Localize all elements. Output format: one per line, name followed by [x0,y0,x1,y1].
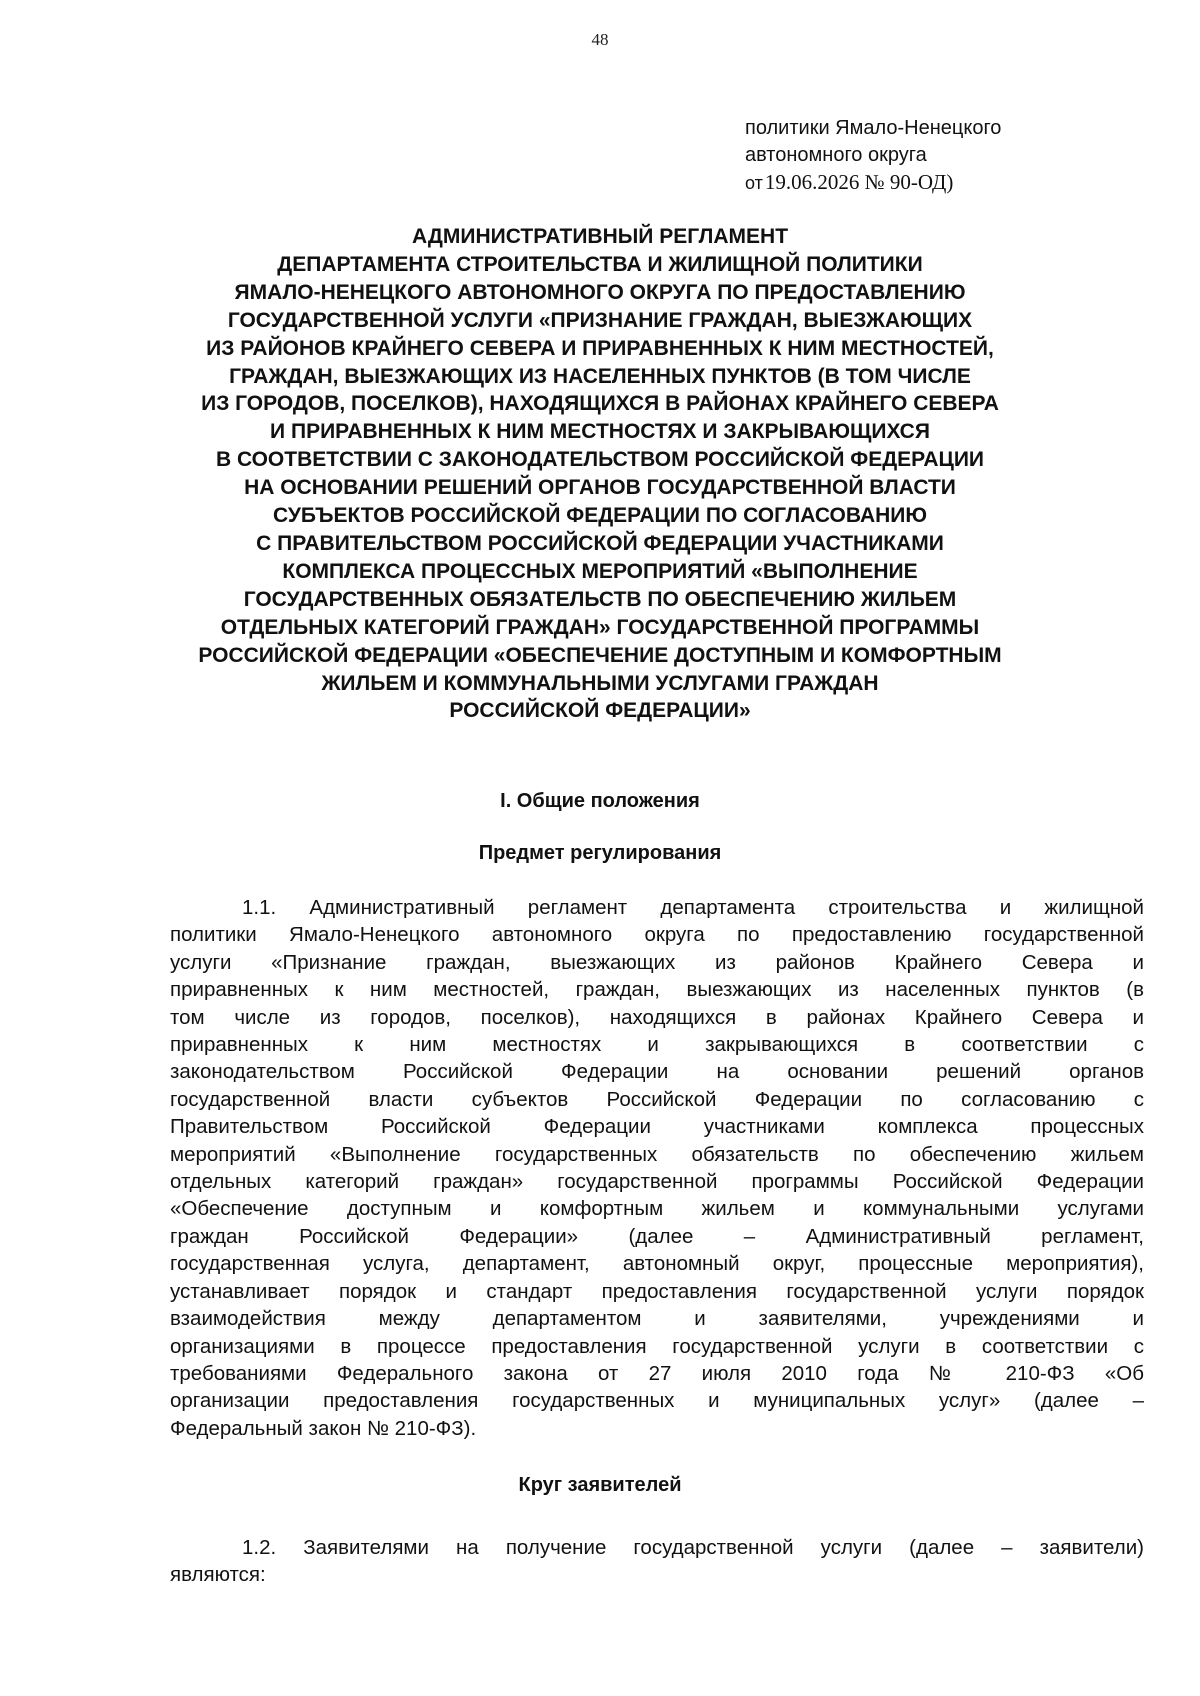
subheading-subject: Предмет регулирования [478,842,722,864]
paragraph-line: законодательством Российской Федерации на основании решений органов [170,1060,1144,1084]
title-line: В СООТВЕТСТВИИ С ЗАКОНОДАТЕЛЬСТВОМ РОССИЙСКОЙ ФЕДЕРАЦИИ [215,448,985,472]
page-number: 48 [591,30,609,49]
approval-date-prefix: от [745,173,763,193]
paragraph-line: Правительством Российской Федерации участниками комплекса процессных [170,1115,1144,1139]
title-line: ИЗ РАЙОНОВ КРАЙНЕГО СЕВЕРА И ПРИРАВНЕННЫХ К НИМ МЕСТНОСТЕЙ, [206,336,994,360]
paragraph-line: требованиями Федерального закона от 27 июля 2010 года № 210-ФЗ «Об [170,1361,1144,1385]
paragraph-line: том числе из городов, поселков), находящихся в районах Крайнего Севера и [170,1005,1144,1029]
paragraph-line: «Обеспечение доступным и комфортным жильем и коммунальными услугами [170,1197,1144,1221]
paragraph-line: Федеральный закон № 210-ФЗ). [170,1416,477,1440]
title-line: РОССИЙСКОЙ ФЕДЕРАЦИИ» [449,699,751,723]
paragraph-line: услуги «Признание граждан, выезжающих из районов Крайнего Севера и [170,950,1144,974]
paragraph-line: являются: [170,1563,266,1587]
title-line: ЖИЛЬЕМ И КОММУНАЛЬНЫМИ УСЛУГАМИ ГРАЖДАН [321,671,879,695]
paragraph-1-2 [170,1534,1144,1589]
title-line: НА ОСНОВАНИИ РЕШЕНИЙ ОРГАНОВ ГОСУДАРСТВЕННОЙ ВЛАСТИ [244,476,956,500]
paragraph-1-1 [170,894,1144,1442]
title-line: ИЗ ГОРОДОВ, ПОСЕЛКОВ), НАХОДЯЩИХСЯ В РАЙОНАХ КРАЙНЕГО СЕВЕРА [201,392,999,416]
title-line: ЯМАЛО-НЕНЕЦКОГО АВТОНОМНОГО ОКРУГА ПО ПРЕДОСТАВЛЕНИЮ [234,280,966,304]
paragraph-line: государственной власти субъектов Российской Федерации по согласованию с [170,1087,1144,1111]
section-heading: I. Общие положения [500,790,700,812]
paragraph-line: 1.1. Административный регламент департамента строительства и жилищной [242,896,1144,919]
approval-date-number: 19.06.2026 № 90-ОД) [764,170,954,194]
approval-line-2: автономного округа [745,144,927,166]
title-line: ГОСУДАРСТВЕННЫХ ОБЯЗАТЕЛЬСТВ ПО ОБЕСПЕЧЕНИЮ ЖИЛЬЕМ [243,587,957,611]
paragraph-line: политики Ямало-Ненецкого автономного округа по предоставлению государственной [170,923,1144,947]
title-line: С ПРАВИТЕЛЬСТВОМ РОССИЙСКОЙ ФЕДЕРАЦИИ УЧАСТНИКАМИ [256,531,944,555]
document-title [150,223,1050,725]
paragraph-line: организациями в процессе предоставления государственной услуги в соответствии с [170,1334,1144,1358]
title-line: АДМИНИСТРАТИВНЫЙ РЕГЛАМЕНТ [411,225,789,248]
title-line: И ПРИРАВНЕННЫХ К НИМ МЕСТНОСТЯХ И ЗАКРЫВАЮЩИХСЯ [270,420,930,444]
paragraph-line: отдельных категорий граждан» государственной программы Российской Федерации [170,1170,1144,1194]
paragraph-line: мероприятий «Выполнение государственных обязательств по обеспечению жильем [170,1142,1144,1166]
paragraph-line: государственная услуга, департамент, автономный округ, процессные мероприятия), [170,1252,1144,1276]
title-line: РОССИЙСКОЙ ФЕДЕРАЦИИ «ОБЕСПЕЧЕНИЕ ДОСТУПНЫМ И КОМФОРТНЫМ [198,643,1002,667]
paragraph-line: 1.2. Заявителями на получение государственной услуги (далее – заявители) [242,1536,1144,1559]
subheading-applicants: Круг заявителей [518,1474,682,1496]
title-line: ДЕПАРТАМЕНТА СТРОИТЕЛЬСТВА И ЖИЛИЩНОЙ ПОЛИТИКИ [277,252,923,276]
paragraph-line: устанавливает порядок и стандарт предоставления государственной услуги порядок [170,1279,1144,1303]
paragraph-line: граждан Российской Федерации» (далее – Административный регламент, [170,1224,1144,1248]
title-line: ОТДЕЛЬНЫХ КАТЕГОРИЙ ГРАЖДАН» ГОСУДАРСТВЕННОЙ ПРОГРАММЫ [220,615,980,639]
title-line: ГРАЖДАН, ВЫЕЗЖАЮЩИХ ИЗ НАСЕЛЕННЫХ ПУНКТОВ (В ТОМ ЧИСЛЕ [229,364,971,388]
paragraph-line: взаимодействия между департаментом и заявителями, учреждениями и [170,1307,1144,1331]
paragraph-line: организации предоставления государственных и муниципальных услуг» (далее – [170,1389,1144,1413]
title-line: СУБЪЕКТОВ РОССИЙСКОЙ ФЕДЕРАЦИИ ПО СОГЛАСОВАНИЮ [272,504,928,528]
title-line: ГОСУДАРСТВЕННОЙ УСЛУГИ «ПРИЗНАНИЕ ГРАЖДАН, ВЫЕЗЖАЮЩИХ [227,308,973,332]
title-line: КОМПЛЕКСА ПРОЦЕССНЫХ МЕРОПРИЯТИЙ «ВЫПОЛНЕНИЕ [282,559,918,583]
approval-line-1: политики Ямало-Ненецкого [745,117,1002,139]
paragraph-line: приравненных к ним местностях и закрывающихся в соответствии с [170,1033,1144,1057]
paragraph-line: приравненных к ним местностей, граждан, выезжающих из населенных пунктов (в [170,978,1144,1002]
approval-block [745,115,1001,197]
approval-line-3 [745,169,1001,197]
